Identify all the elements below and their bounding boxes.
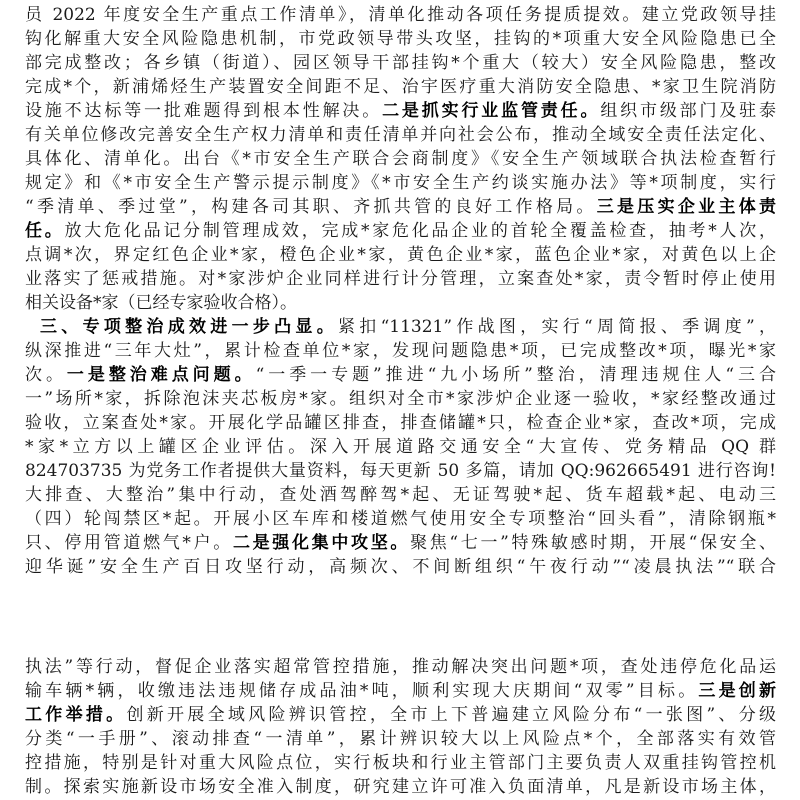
text-line [25,123,776,147]
text-run: 放大危化品记分制管理成效，完成*家危化品企业的首轮全覆盖检查，抽考*人次， [64,221,777,241]
text-run: 规定》和《*市安全生产警示提示制度》《*市安全生产约谈实施办法》等*项制度，实行 [25,173,776,193]
text-run: 点调*次，界定红色企业*家，橙色企业*家，黄色企业*家，蓝色企业*家，对黄色以上企 [25,245,776,265]
text-run: 业落实了惩戒措施。对*家涉炉企业同样进行计分管理，立案查处*家，责令暂时停止使用 [25,269,776,289]
text-run: 输车辆*辆，收缴违法违规储存成品油*吨，顺利实现大庆期间“双零”目标。 [25,681,699,701]
text-line [25,3,776,27]
text-line [25,483,776,507]
text-line [25,387,776,411]
text-line [25,459,776,483]
text-line [25,507,776,531]
text-run: 一”场所*家，拆除泡沫夹芯板房*家。组织对全市*家涉炉企业逐一验收，*家经整改通过 [25,389,776,409]
text-run: 员 2022 年度安全生产重点工作清单》，清单化推动各项任务提质提效。建立党政领导挂 [25,5,776,25]
text-line [25,727,776,751]
text-run: 纵深推进“三年大灶”，累计检查单位*家，发现问题隐患*项，已完成整改*项，曝光*家 [25,341,776,361]
text-line [25,363,776,387]
text-run: 执法”等行动，督促企业落实超常管控措施，推动解决突出问题*项，查处违停危化品运 [25,657,776,677]
text-run: 分类“一手册”、滚动排查“一清单”，累计辨识较大以上风险点*个，全部落实有效管 [25,729,776,749]
text-line [25,243,776,267]
text-run: 控措施，特别是针对重大风险点位，实行板块和行业主管部门主要负责人双重挂钩管控机 [25,753,776,773]
text-run: 部完成整改；各乡镇（街道）、园区领导干部挂钩*个重大（较大）安全风险隐患，整改 [25,53,776,73]
text-run: 具体化、清单化。出台《*市安全生产联合会商制度》《安全生产领域联合执法检查暂行 [25,149,776,169]
text-run: *家*立方以上罐区企业评估。深入开展道路交通安全“大宣传、党务精品 QQ 群 [25,437,776,457]
text-run: 创新开展全域风险辨识管控，全市上下普遍建立风险分布“一张图”、分级 [126,705,776,725]
bold-heading-run: 二是抓实行业监管责任。 [382,101,601,121]
text-run: 次。 [25,365,67,385]
bold-heading-run: 三是创新 [698,681,776,701]
text-line [25,99,776,123]
text-run: 有关单位修改完善安全生产权力清单和责任清单并向社会公布，推动全域安全责任法定化、 [25,125,776,145]
text-line [25,75,776,99]
text-run: “一季一专题”推进“九小场所”整治，清理违规住人“三合 [255,365,776,385]
text-run: 制。探索实施新设市场安全准入制度，研究建立许可准入负面清单，凡是新设市场主体， [25,777,776,797]
text-run: 聚焦“七一”特殊敏感时期，开展“保安全、 [410,533,777,553]
text-run: 完成*个，新浦烯烃生产装置安全间距不足、治宇医疗重大消防安全隐患、*家卫生院消防 [25,77,776,97]
text-run: 824703735 为党务工作者提供大量资料，每天更新 50 多篇，请加 QQ:962665491 进行咨询! [25,461,776,481]
text-line [25,531,776,555]
text-run: 验收，立案查处*家。开展化学品罐区排查，排查储罐*只，检查企业*家，查改*项，完成 [25,413,776,433]
text-line [25,703,776,727]
text-line [25,751,776,775]
bold-heading-run: 二是强化集中攻坚。 [232,533,411,553]
text-line [40,315,776,339]
bold-heading-run: 任。 [25,221,65,241]
text-line [25,195,776,219]
text-line [25,339,776,363]
text-line [25,267,776,291]
text-line [25,27,776,51]
text-line [25,411,776,435]
bold-heading-run: 工作举措。 [25,705,127,725]
bold-heading-run: 三、专项整治成效进一步凸显。 [40,317,339,337]
text-run: “季清单、季过堂”，构建各司其职、齐抓共管的良好工作格局。 [25,197,597,217]
text-line [25,435,776,459]
text-line [25,51,776,75]
text-line [25,147,776,171]
text-run: 迎华诞”安全生产百日攻坚行动，高频次、不间断组织“午夜行动”“凌晨执法”“联合 [25,557,776,577]
text-run: 大排查、大整治”集中行动，查处酒驾醉驾*起、无证驾驶*起、货车超载*起、电动三 [25,485,776,505]
text-run: 紧扣“11321”作战图，实行“周简报、季调度”， [338,317,777,337]
text-line [25,171,776,195]
text-run: 钩化解重大安全风险隐患机制，市党政领导带头攻坚，挂钩的*项重大安全风险隐患已全 [25,29,776,49]
text-line [25,219,776,243]
text-run: 设施不达标等一批难题得到根本性解决。 [25,101,383,121]
text-line [25,555,776,579]
text-line [25,291,776,315]
text-run: 组织市级部门及驻泰 [600,101,777,121]
text-run: 相关设备*家（已经专家验收合格）。 [25,293,297,313]
text-run: 只、停用管道燃气*户。 [25,533,233,553]
bold-heading-run: 一是整治难点问题。 [66,365,256,385]
text-run: （四）轮闯禁区*起。开展小区车库和楼道燃气使用安全专项整治“回头看”，清除钢瓶* [25,509,776,529]
text-line [25,775,776,799]
text-line [25,655,776,679]
bold-heading-run: 三是压实企业主体责 [596,197,776,217]
text-line [25,679,776,703]
